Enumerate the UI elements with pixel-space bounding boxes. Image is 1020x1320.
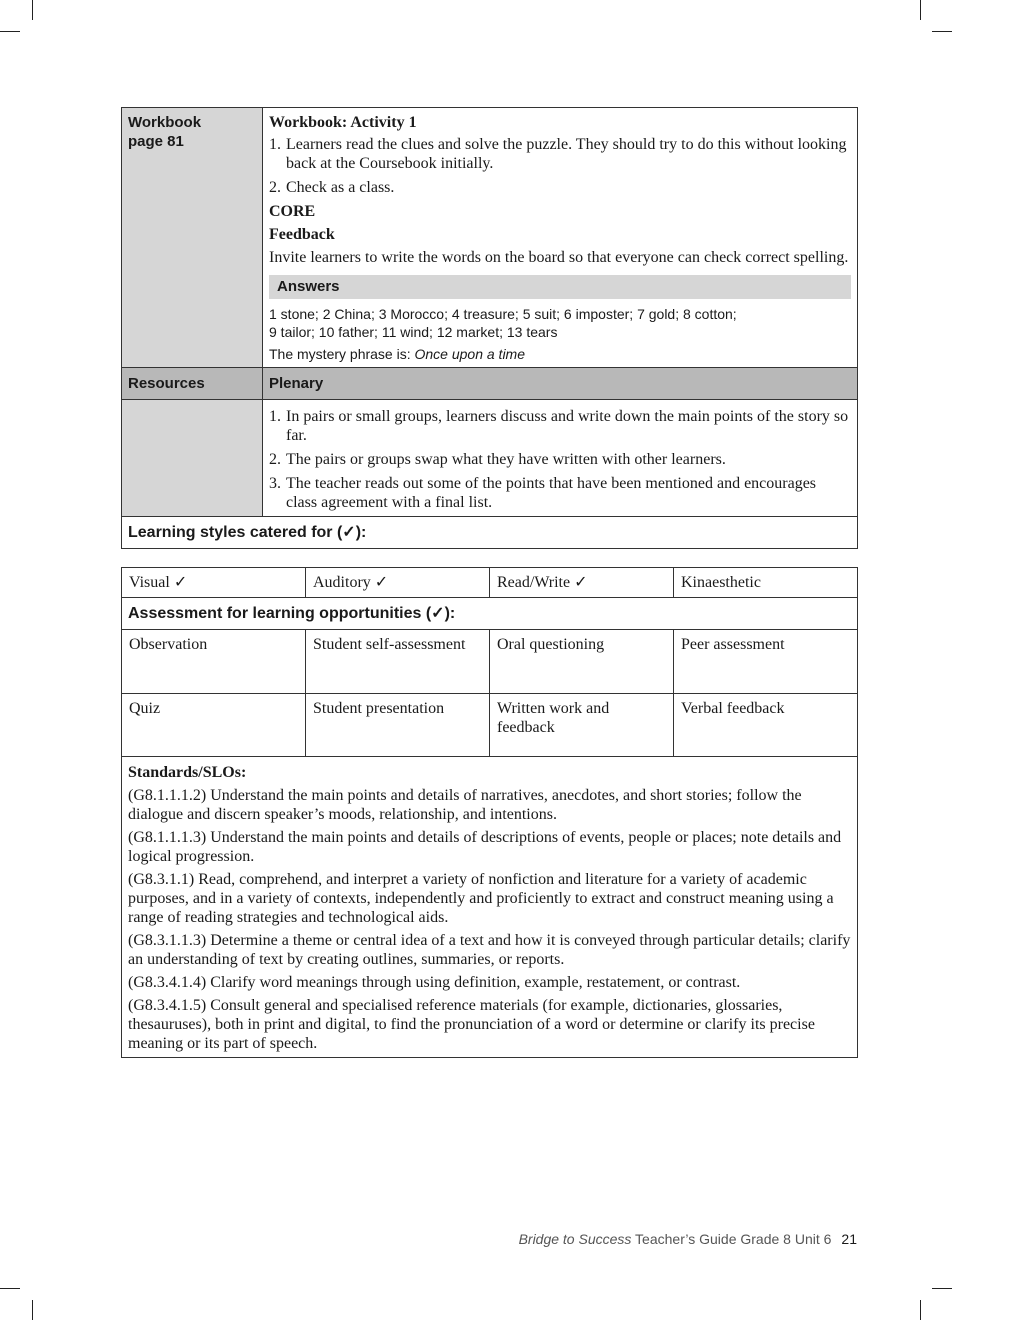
- learning-style-kinaesthetic: Kinaesthetic: [674, 568, 858, 598]
- crop-mark: [0, 31, 20, 32]
- standard-item: (G8.3.4.1.4) Clarify word meanings through using definition, example, restatement, or contrast.: [128, 974, 741, 991]
- lesson-table: [121, 107, 858, 549]
- resources-label: Resources: [122, 368, 263, 400]
- standards-cell: [122, 757, 858, 1058]
- resources-cell: [122, 400, 263, 517]
- standard-item: (G8.3.4.1.5) Consult general and specialised reference materials (for example, dictionaries, glossaries, thesauruses), both in print and digital, to find the pronunciation of a word or determine or clarify its precise meaning or its part of speech.: [128, 997, 815, 1052]
- crop-mark: [32, 0, 33, 20]
- list-item: 1. Learners read the clues and solve the puzzle. They should try to do this without looking back at the Coursebook initially.: [269, 136, 847, 172]
- learning-styles-table: [121, 567, 858, 1058]
- plenary-cell: [263, 400, 858, 517]
- crop-mark: [920, 0, 921, 20]
- assessment-option: Student presentation: [306, 694, 490, 757]
- crop-mark: [932, 31, 952, 32]
- list-item: 1. In pairs or small groups, learners discuss and write down the main points of the story so far.: [269, 408, 849, 444]
- assessment-option: Peer assessment: [674, 630, 858, 694]
- plenary-steps: [269, 407, 851, 512]
- list-item: 2. Check as a class.: [269, 179, 395, 196]
- mystery-phrase: The mystery phrase is: Once upon a time: [269, 346, 526, 362]
- core-label: CORE: [269, 203, 316, 220]
- crop-mark: [932, 1288, 952, 1289]
- feedback-title: Feedback: [269, 226, 335, 243]
- crop-mark: [920, 1300, 921, 1320]
- crop-mark: [32, 1300, 33, 1320]
- page-footer: [519, 1231, 857, 1247]
- workbook-label-cell: [122, 108, 263, 368]
- book-subtitle: Teacher’s Guide Grade 8 Unit 6: [631, 1231, 832, 1247]
- standard-item: (G8.3.1.1.3) Determine a theme or central idea of a text and how it is conveyed through particular details; clarify an understanding of text by creating outlines, summaries, or reports.: [128, 932, 851, 968]
- workbook-page: page 81: [128, 133, 184, 150]
- assessment-option: Verbal feedback: [674, 694, 858, 757]
- answers-line-2: 9 tailor; 10 father; 11 wind; 12 market; 13 tears: [269, 324, 558, 340]
- activity-title: Workbook: Activity 1: [269, 114, 417, 131]
- learning-style-readwrite: Read/Write ✓: [490, 568, 674, 598]
- answers-line-1: 1 stone; 2 China; 3 Morocco; 4 treasure; 5 suit; 6 imposter; 7 gold; 8 cotton;: [269, 306, 737, 322]
- activity-steps: [269, 135, 851, 197]
- page-number: 21: [841, 1231, 857, 1247]
- assessment-title: Assessment for learning opportunities (✓):: [122, 598, 858, 630]
- workbook-label: Workbook: [128, 114, 202, 131]
- list-item: 3. The teacher reads out some of the points that have been mentioned and encourages class agreement with a final list.: [269, 475, 817, 511]
- assessment-option: Oral questioning: [490, 630, 674, 694]
- standard-item: (G8.1.1.1.3) Understand the main points and details of descriptions of events, people or places; note details and logical progression.: [128, 829, 842, 865]
- standard-item: (G8.3.1.1) Read, comprehend, and interpret a variety of nonfiction and literature for a variety of academic purposes, and in a variety of contexts, independently and proficiently to extract and construct meaning using a range of reading strategies and technological aids.: [128, 871, 834, 926]
- plenary-title: Plenary: [263, 368, 858, 400]
- assessment-option: Observation: [122, 630, 306, 694]
- workbook-activity-cell: [263, 108, 858, 368]
- learning-style-auditory: Auditory ✓: [306, 568, 490, 598]
- learning-style-visual: Visual ✓: [122, 568, 306, 598]
- assessment-option: Student self-assessment: [306, 630, 490, 694]
- standards-title: Standards/SLOs:: [128, 764, 247, 781]
- standard-item: (G8.1.1.1.2) Understand the main points and details of narratives, anecdotes, and short stories; follow the dialogue and discern speaker’s moods, relationship, and intentions.: [128, 787, 802, 823]
- answers-header: Answers: [269, 275, 851, 299]
- book-title: Bridge to Success: [518, 1231, 632, 1247]
- assessment-option: Quiz: [122, 694, 306, 757]
- learning-styles-title: Learning styles catered for (✓):: [122, 517, 858, 549]
- assessment-option: Written work and feedback: [490, 694, 674, 757]
- crop-mark: [0, 1288, 20, 1289]
- list-item: 2. The pairs or groups swap what they have written with other learners.: [269, 451, 726, 468]
- feedback-text: Invite learners to write the words on the board so that everyone can check correct spelling.: [269, 249, 849, 266]
